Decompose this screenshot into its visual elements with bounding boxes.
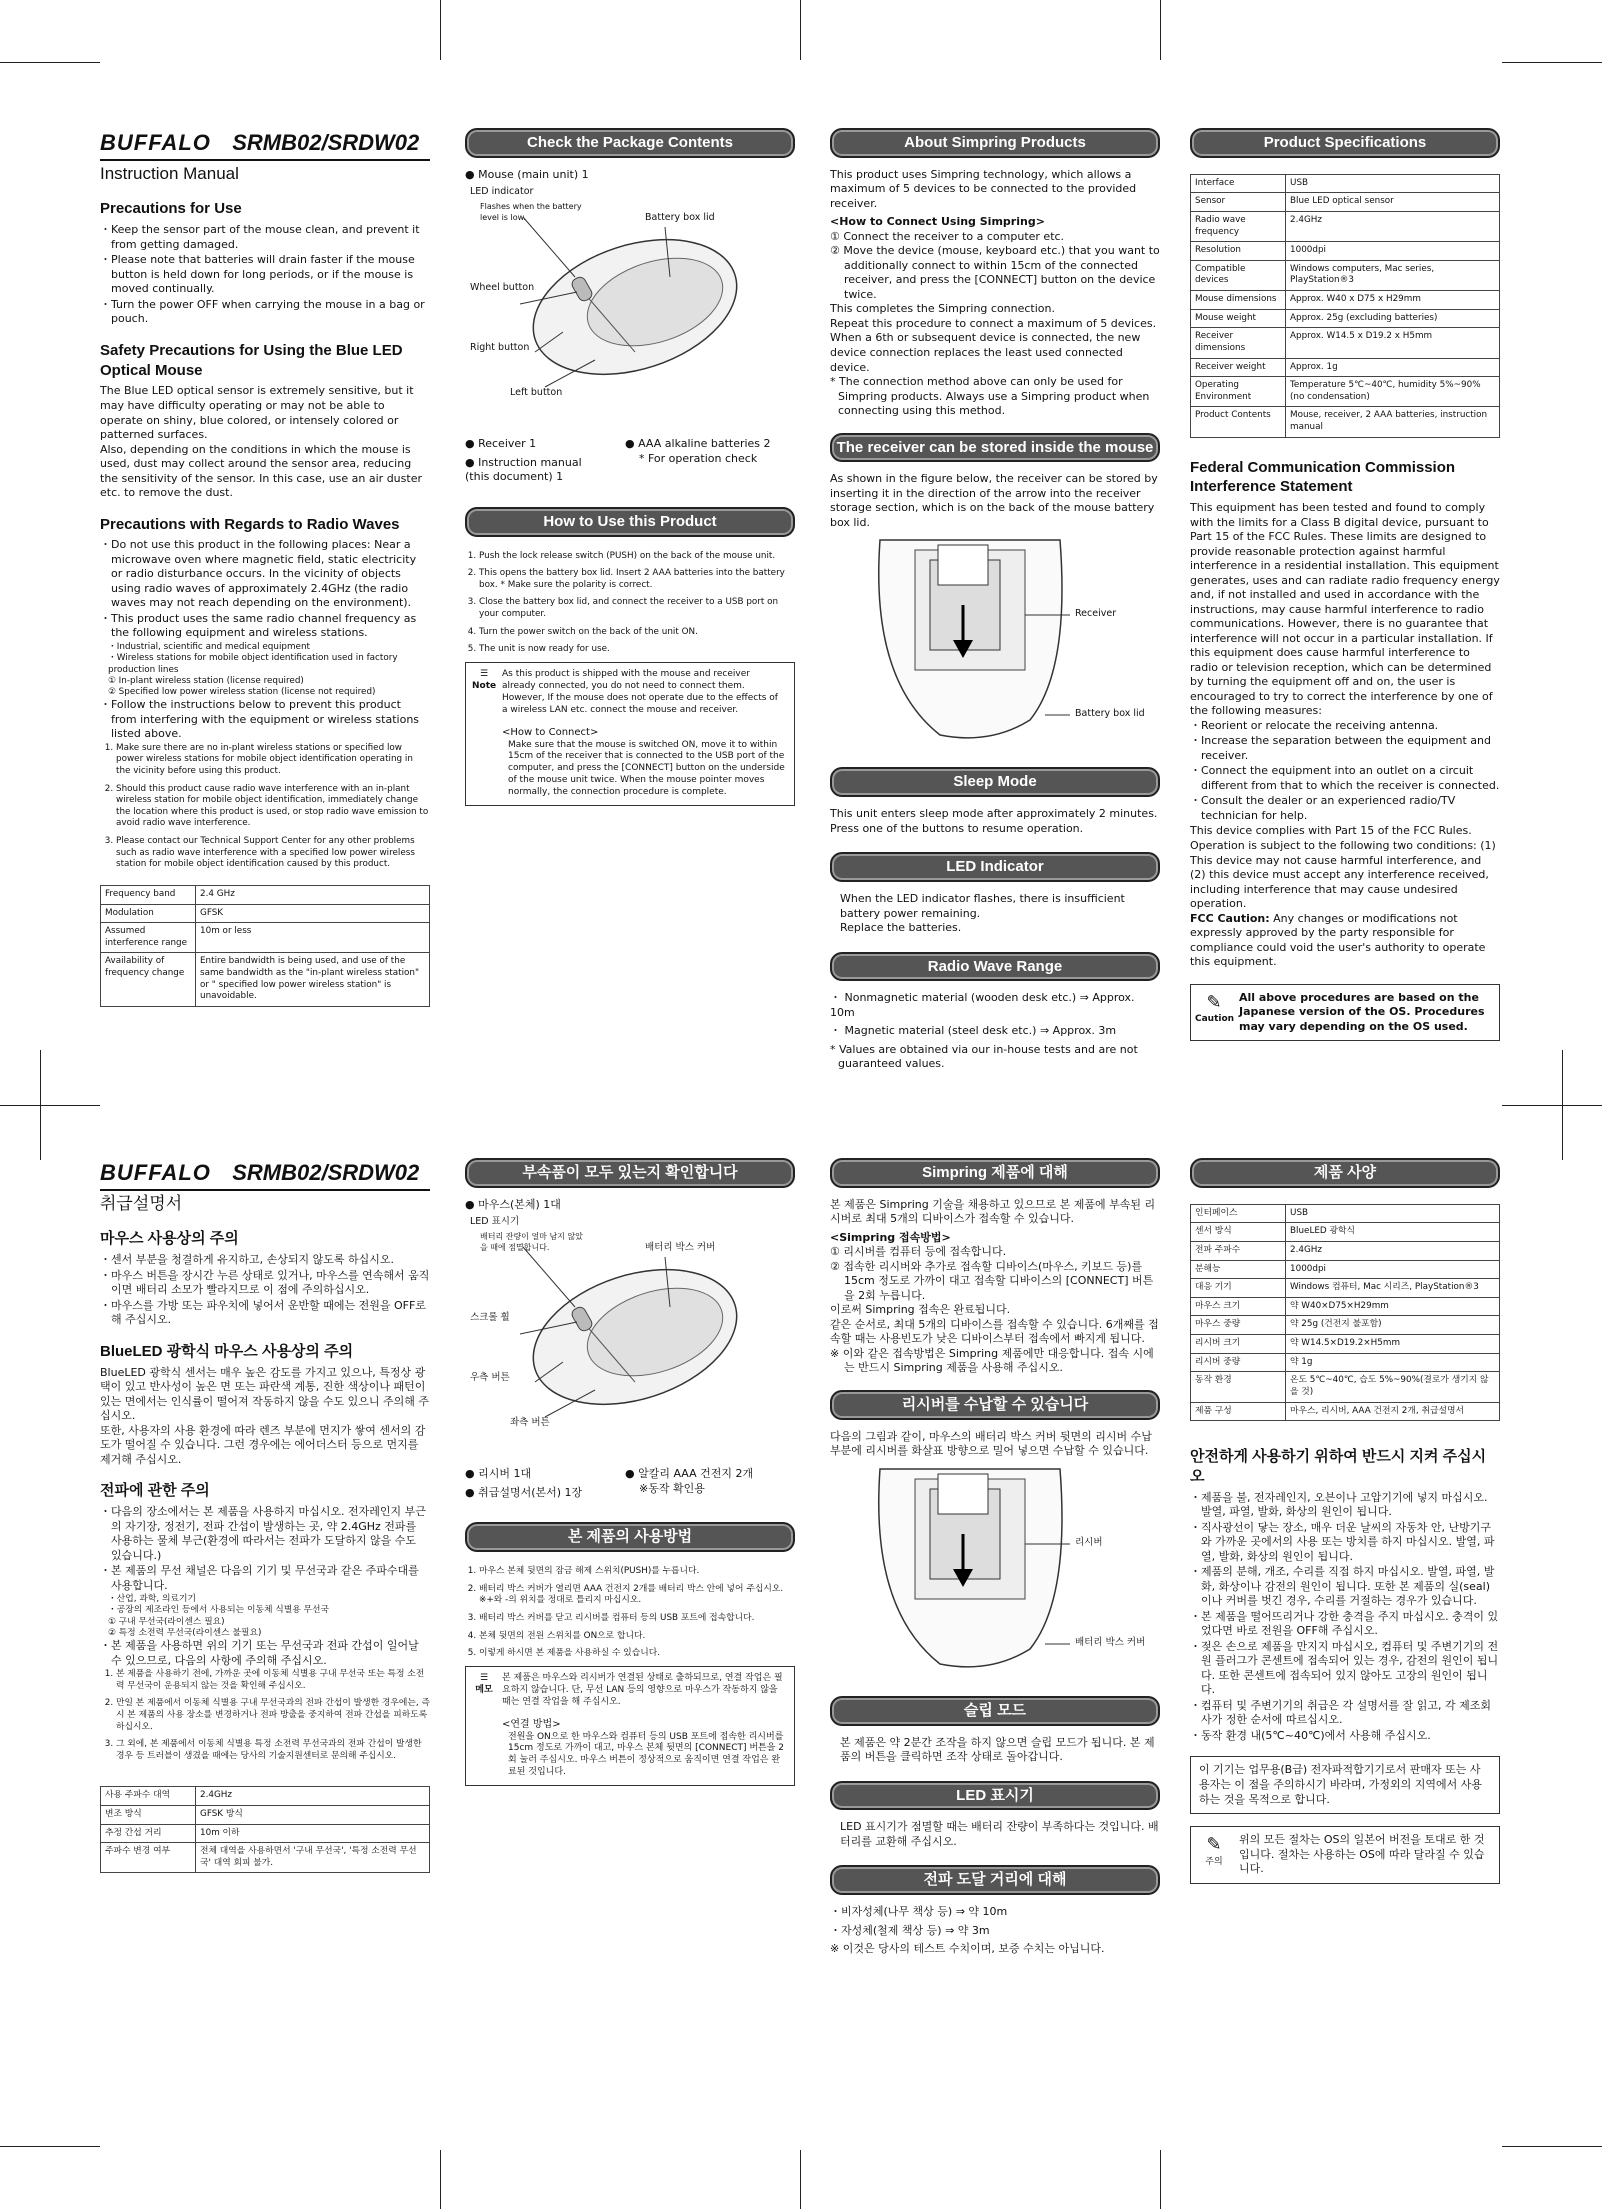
note-text: As this product is shipped with the mouse and receiver already connected, you do not need to connect them. However, If the mouse does not operate due to the effects of a wireless LAN etc. connect the mouse and receiver. [502, 668, 778, 715]
crop-mark [40, 1050, 41, 1160]
table-cell: 10m or less [196, 923, 430, 953]
section-heading: 전파에 관한 주의 [100, 1482, 210, 1500]
paragraph: This device complies with Part 15 of the FCC Rules. Operation is subject to the following two conditions: (1) This device may not cause harmful interference, and (2) this device must accept any interference received, including interference that may cause undesired operation. [1190, 824, 1496, 911]
paragraph: The Blue LED optical sensor is extremely sensitive, but it may have difficulty operating or may not be able to operate on shiny, blue colored, or intensely colored or patterned surfaces. Also, depending on the conditions in which the mouse is used, dust may collect around the sensor area, reducing the sensitivity of the sensor. In this case, use an air duster etc. to remove the dust. [100, 384, 422, 500]
paragraph [1190, 912, 1500, 970]
table-cell: 추정 간섭 거리 [101, 1824, 196, 1843]
table-cell: Entire bandwidth is being used, and use of the same bandwidth as the "in-plant wireless station" or " specified low power wireless station" is unavoidable. [196, 953, 430, 1006]
note-label: Note [472, 680, 497, 691]
table-cell: Windows 컴퓨터, Mac 시리즈, PlayStation®3 [1286, 1279, 1500, 1298]
list-item: 2. This opens the battery box lid. Insert 2 AAA batteries into the battery box. * Make sure the polarity is correct. [479, 568, 795, 591]
table-cell: 전파 주파수 [1191, 1242, 1286, 1261]
list-item: 4. 본체 뒷면의 전원 스위치를 ON으로 합니다. [479, 1631, 795, 1643]
section-pill: Product Specifications [1190, 128, 1500, 158]
section-heading: 안전하게 사용하기 위하여 반드시 지켜 주십시오 [1190, 1448, 1487, 1485]
table-cell: 마우스 중량 [1191, 1316, 1286, 1335]
brand-logo: BUFFALO [100, 130, 211, 155]
list-item: 5. 이렇게 하시면 본 제품을 사용하실 수 있습니다. [479, 1648, 795, 1660]
crop-mark [1562, 1050, 1563, 1160]
package-col [625, 437, 771, 485]
receiver-storage-diagram [830, 1459, 1160, 1684]
list-item: ・ Do not use this product in the following places: Near a microwave oven where magnetic field, static electricity or radio disturbance occurs. In the vicinity of objects using radio waves of approximately 2.4GHz (the radio waves may not reach depending on the environment). [100, 538, 430, 611]
package-col [465, 1467, 605, 1500]
range-item: ・자성체(철제 책상 등) ⇒ 약 3m [830, 1923, 990, 1937]
table-cell: 제품 구성 [1191, 1402, 1286, 1421]
led-indicator-note: Flashes when the battery level is low. [480, 202, 582, 222]
table-cell: Modulation [101, 904, 196, 923]
crop-mark [800, 0, 801, 60]
en-column-2 [465, 128, 795, 806]
precaution-list [100, 223, 430, 327]
en-column-4 [1190, 128, 1500, 1041]
note-icon: ☰ 메모 [475, 1672, 493, 1695]
connect-heading: <How to Connect> [502, 727, 599, 739]
radio-list-2 [100, 698, 430, 742]
package-note: ※동작 확인용 [639, 1481, 705, 1495]
table-row [1191, 377, 1500, 407]
table-cell: 2.4GHz [1286, 212, 1500, 242]
package-item: ● Mouse (main unit) 1 [465, 167, 589, 181]
receiver-storage-diagram [830, 530, 1160, 755]
section-pill: Sleep Mode [830, 767, 1160, 797]
section-pill: Check the Package Contents [465, 128, 795, 158]
receiver-label: 리시버 [1075, 1536, 1103, 1548]
table-cell: 사용 주파수 대역 [101, 1787, 196, 1806]
note-box [465, 662, 795, 806]
list-item: 5. The unit is now ready for use. [479, 644, 795, 656]
crop-mark [440, 0, 441, 60]
table-cell: Radio wave frequency [1191, 212, 1286, 242]
list-item: ・ 컴퓨터 및 주변기기의 취급은 각 설명서를 잘 읽고, 각 제조회사가 정한 순서에 따르십시오. [1190, 1699, 1500, 1728]
en-column-3 [830, 128, 1160, 1072]
en-column-1 [100, 128, 430, 1007]
section-heading: Safety Precautions for Using the Blue LED Optical Mouse [100, 341, 403, 379]
table-cell: 온도 5℃~40℃, 습도 5%~90%(결로가 생기지 않을 것) [1286, 1372, 1500, 1402]
table-cell: 동작 환경 [1191, 1372, 1286, 1402]
table-row [1191, 1402, 1500, 1421]
caution-box [1190, 1826, 1500, 1884]
list-item: ・ 본 제품을 떨어뜨리거나 강한 충격을 주지 마십시오. 충격이 있었다면 바로 전원을 OFF해 주십시오. [1190, 1610, 1500, 1639]
table-cell: Sensor [1191, 193, 1286, 212]
table-cell: GFSK 방식 [196, 1806, 430, 1825]
crop-mark [0, 62, 100, 63]
paragraph: This unit enters sleep mode after approximately 2 minutes. Press one of the buttons to resume operation. [830, 807, 1158, 835]
table-row [1191, 212, 1500, 242]
wheel-button-label: Wheel button [470, 282, 535, 294]
range-item: ・비자성체(나무 책상 등) ⇒ 약 10m [830, 1905, 1008, 1919]
table-row [1191, 1260, 1500, 1279]
brand-logo: BUFFALO [100, 1160, 211, 1185]
table-row [1191, 260, 1500, 290]
battery-lid-label: 배터리 박스 커버 [1075, 1636, 1146, 1648]
table-cell: 1000dpi [1286, 242, 1500, 261]
table-row [1191, 1316, 1500, 1335]
range-item: ・ Magnetic material (steel desk etc.) ⇒ Approx. 3m [830, 1024, 1117, 1038]
table-cell: 마우스, 리시버, AAA 건전지 2개, 취급설명서 [1286, 1402, 1500, 1421]
package-note: * For operation check [639, 451, 758, 465]
note-box [465, 1666, 795, 1786]
list-item: 1. Make sure there are no in-plant wireless stations or specified low power wireless stations for mobile object identification operating in the vicinity before using this product. [116, 743, 430, 778]
table-cell: Compatible devices [1191, 260, 1286, 290]
section-heading: Precautions for Use [100, 200, 242, 218]
equipment-list: ・Industrial, scientific and medical equipment ・Wireless stations for mobile object identification used in factory production lines ① In-plant wireless station (license required) ② Specified low power wireless station (license not required) [108, 642, 398, 697]
connect-text: 전원을 ON으로 한 마우스와 컴퓨터 등의 USB 포트에 접속한 리시버를 15cm 정도로 가까이 대고, 마우스 본체 뒷면의 [CONNECT] 버튼을 2회 눌러 주십시오. 마우스 버튼이 정상적으로 움직이면 연결 작업은 완료된 것입니다. [508, 1731, 785, 1778]
table-cell: Resolution [1191, 242, 1286, 261]
wheel-button-label: 스크롤 휠 [470, 1312, 510, 1324]
table-row [1191, 407, 1500, 437]
fcc-caution-text: Any changes or modifications not expressly approved by the party responsible for compliance could void the user's authority to operate this equipment. [1190, 911, 1486, 969]
caution-icon: ✎ 주의 [1205, 1834, 1223, 1867]
korean-section [100, 1158, 1500, 2118]
list-item: 2. Should this product cause radio wave interference with an in-plant wireless station for mobile object identification, immediately change the location where this product is used, or stop radio wave emission to avoid radio wave interference. [116, 784, 430, 830]
paragraph: ② Move the device (mouse, keyboard etc.) that you want to additionally connect to within 15cm of the connected receiver, and press the [CONNECT] button on the device twice. [830, 244, 1160, 301]
table-cell: Frequency band [101, 885, 196, 904]
list-item: ・ 마우스를 가방 또는 파우치에 넣어서 운반할 때에는 전원을 OFF로 해 주십시오. [100, 1299, 430, 1328]
list-item: ・ Please note that batteries will drain faster if the mouse button is held down for long periods, or if the mouse is moved continually. [100, 253, 430, 297]
table-cell: Windows computers, Mac series, PlayStation®3 [1286, 260, 1500, 290]
section-pill: LED Indicator [830, 852, 1160, 882]
radio-list [100, 538, 430, 641]
paragraph: This product uses Simpring technology, which allows a maximum of 5 devices to be connected to the provided receiver. [830, 167, 1137, 210]
table-row [101, 885, 430, 904]
table-row [1191, 1353, 1500, 1372]
section-pill: Radio Wave Range [830, 952, 1160, 982]
ko-column-2 [465, 1158, 795, 1786]
section-pill: About Simpring Products [830, 128, 1160, 158]
section-heading: Federal Communication Commission Interference Statement [1190, 458, 1456, 496]
table-row [101, 1843, 430, 1873]
table-cell: GFSK [196, 904, 430, 923]
right-button-label: Right button [470, 342, 530, 354]
paragraph: 이로써 Simpring 접속은 완료됩니다. 같은 순서로, 최대 5개의 디바이스를 접속할 수 있습니다. 6개째를 접속할 때는 사용빈도가 낮은 디바이스부터 접속에서 빠지게 됩니다. [830, 1303, 1159, 1346]
caution-label: Caution [1195, 1014, 1235, 1025]
paragraph: 본 제품은 Simpring 기술을 채용하고 있으므로 본 제품에 부속된 리시버로 최대 5개의 디바이스가 접속할 수 있습니다. [830, 1197, 1156, 1226]
section-pill: How to Use this Product [465, 507, 795, 537]
table-cell: Approx. 1g [1286, 358, 1500, 377]
table-row [1191, 1297, 1500, 1316]
crop-mark [1502, 1105, 1602, 1106]
paragraph: LED 표시기가 점멸할 때는 배터리 잔량이 부족하다는 것입니다. 배터리를 교환해 주십시오. [840, 1820, 1159, 1848]
list-item: ・ 직사광선이 닿는 장소, 매우 더운 날씨의 자동차 안, 난방기구와 가까운 곳에서의 사용 또는 방치를 하지 마십시오. 발열, 파열, 발화, 화상의 원인이 됩니다. [1190, 1521, 1500, 1565]
crop-mark [0, 2146, 100, 2147]
list-item: ・ 다음의 장소에서는 본 제품을 사용하지 마십시오. 전자레인지 부근의 자기장, 정전기, 전파 간섭이 발생하는 곳, 약 2.4GHz 전파를 사용하는 물체 부근(환경에 따라서는 전파가 도달하지 않을 수도 있습니다.) [100, 1505, 430, 1563]
package-col [465, 437, 605, 485]
left-button-label: Left button [510, 387, 563, 399]
table-cell: 분해능 [1191, 1260, 1286, 1279]
crop-mark [1502, 2146, 1602, 2147]
list-item: ・ 제품을 불, 전자레인지, 오븐이나 고압기기에 넣지 마십시오. 발열, 파열, 발화, 화상의 원인이 됩니다. [1190, 1491, 1500, 1520]
led-indicator-note: 배터리 잔량이 얼마 남지 않았을 때에 점멸합니다. [480, 1232, 583, 1252]
list-item: ・ Connect the equipment into an outlet on a circuit different from that to which the receiver is connected. [1190, 764, 1500, 793]
list-item: ・ Follow the instructions below to prevent this product from interfering with the equipment or wireless stations listed above. [100, 698, 430, 742]
table-cell: Receiver weight [1191, 358, 1286, 377]
list-item: ・ 마우스 버튼을 장시간 누른 상태로 있거나, 마우스를 연속해서 움직이면 배터리 소모가 빨라지므로 이 점에 주의하십시오. [100, 1269, 430, 1298]
table-cell: 1000dpi [1286, 1260, 1500, 1279]
table-row [1191, 193, 1500, 212]
section-pill: Simpring 제품에 대해 [830, 1158, 1160, 1188]
table-cell: Product Contents [1191, 407, 1286, 437]
radio-table [100, 885, 430, 1007]
table-cell: 약 W14.5×D19.2×H5mm [1286, 1335, 1500, 1354]
table-row [1191, 328, 1500, 358]
table-row [101, 1787, 430, 1806]
caution-text: All above procedures are based on the Japanese version of the OS. Procedures may vary depending on the OS used. [1239, 990, 1485, 1033]
table-row [1191, 1372, 1500, 1402]
paragraph: BlueLED 광학식 센서는 매우 높은 감도를 가지고 있으나, 특정상 광택이 있고 반사성이 높은 면 또는 파란색 계통, 진한 색상이나 패턴이 있는 면에서는 인식률이 떨어져 작동하지 않을 수도 있으니 주의해 주십시오. 또한, 사용자의 사용 환경에 따라 렌즈 부분에 먼지가 쌓여 센서의 감도가 떨어질 수 있습니다. 그런 경우에는 에어더스터 등으로 먼지를 제거해 주십시오. [100, 1365, 429, 1466]
usage-steps [465, 1566, 795, 1660]
table-cell: Approx. W40 x D75 x H29mm [1286, 291, 1500, 310]
crop-mark [1502, 62, 1602, 63]
table-cell: Availability of frequency change [101, 953, 196, 1006]
manual-title: 취급설명서 [100, 1194, 183, 1214]
list-item: ・ Turn the power OFF when carrying the mouse in a bag or pouch. [100, 298, 430, 327]
table-cell: 약 1g [1286, 1353, 1500, 1372]
paragraph: ※ 이와 같은 접속방법은 Simpring 제품에만 대응합니다. 접속 시에는 반드시 Simpring 제품을 사용해 주십시오. [830, 1346, 1154, 1375]
table-cell: 약 W40×D75×H29mm [1286, 1297, 1500, 1316]
spec-table [1190, 1204, 1500, 1421]
section-pill: LED 표시기 [830, 1781, 1160, 1811]
note-text: 본 제품은 마우스와 리시버가 연결된 상태로 출하되므로, 연결 작업은 필요하지 않습니다. 단, 무선 LAN 등의 영향으로 마우스가 작동하지 않을 때는 연결 작업을 해 주십시오. [502, 1672, 783, 1707]
package-row [465, 1467, 795, 1500]
table-cell: 리시버 중량 [1191, 1353, 1286, 1372]
table-cell: Mouse, receiver, 2 AAA batteries, instruction manual [1286, 407, 1500, 437]
table-cell: USB [1286, 1204, 1500, 1223]
paragraph: When the LED indicator flashes, there is insufficient battery power remaining. Replace the batteries. [840, 892, 1125, 935]
table-row [1191, 1335, 1500, 1354]
range-note: * Values are obtained via our in-house tests and are not guaranteed values. [830, 1042, 1138, 1071]
numbered-list [100, 1669, 430, 1762]
paragraph: * The connection method above can only be used for Simpring products. Always use a Simpring product when connecting using this method. [830, 375, 1150, 418]
section-pill: 본 제품의 사용방법 [465, 1522, 795, 1552]
table-cell: 인터페이스 [1191, 1204, 1286, 1223]
caution-box [1190, 984, 1500, 1042]
mouse-diagram [465, 182, 795, 437]
english-section [100, 128, 1500, 1071]
precaution-list [100, 1253, 430, 1328]
table-row [101, 953, 430, 1006]
led-indicator-label: LED indicator [470, 186, 534, 198]
table-row [1191, 242, 1500, 261]
battery-lid-label: Battery box lid [1075, 708, 1145, 720]
table-cell: BlueLED 광학식 [1286, 1223, 1500, 1242]
manual-title: Instruction Manual [100, 164, 239, 184]
numbered-list [100, 743, 430, 871]
crop-mark [800, 2150, 801, 2209]
table-row [1191, 1279, 1500, 1298]
table-cell: Interface [1191, 174, 1286, 193]
led-indicator-label: LED 표시기 [470, 1216, 520, 1228]
ko-column-3 [830, 1158, 1160, 1957]
table-row [1191, 1242, 1500, 1261]
subheading: <How to Connect Using Simpring> [830, 215, 1045, 229]
left-button-label: 좌측 버튼 [510, 1417, 550, 1429]
list-item: ・ Keep the sensor part of the mouse clean, and prevent it from getting damaged. [100, 223, 430, 252]
table-cell: Approx. 25g (excluding batteries) [1286, 309, 1500, 328]
table-row [101, 923, 430, 953]
crop-mark [1160, 0, 1161, 60]
package-item: ● 마우스(본체) 1대 [465, 1197, 561, 1211]
paragraph: This completes the Simpring connection. Repeat this procedure to connect a maximum of 5 devices. When a 6th or subsequent device is connected, the new device connection replaces the least used connected device. [830, 302, 1157, 374]
table-row [1191, 1223, 1500, 1242]
connect-text: Make sure that the mouse is switched ON, move it to within 15cm of the receiver that is connected to the USB port of the computer, and press the [CONNECT] button on the underside of the mouse unit twice. When the mouse pointer moves normally, the connection procedure is complete. [508, 739, 785, 798]
list-item: 3. 배터리 박스 커버를 닫고 리시버를 컴퓨터 등의 USB 포트에 접속합니다. [479, 1613, 795, 1625]
table-cell: Approx. W14.5 x D19.2 x H5mm [1286, 328, 1500, 358]
mouse-diagram [465, 1212, 795, 1467]
table-cell: Mouse dimensions [1191, 291, 1286, 310]
paragraph: This equipment has been tested and found to comply with the limits for a Class B digital device, pursuant to Part 15 of the FCC Rules. These limits are designed to provide reasonable protection against harmful interference in a residential installation. This equipment generates, uses and can radiate radio frequency energy and, if not installed and used in accordance with the instructions, may cause harmful interference to radio communications. However, there is no guarantee that interference will not occur in a particular installation. If this equipment does cause harmful interference to radio or television reception, which can be determined by turning the equipment off and on, the user is encouraged to try to correct the interference by one of the following measures: [1190, 501, 1500, 718]
model-number: SRMB02/SRDW02 [232, 130, 420, 155]
spec-table [1190, 174, 1500, 438]
section-pill: The receiver can be stored inside the mouse [830, 433, 1160, 463]
list-item: 1. Push the lock release switch (PUSH) on the back of the mouse unit. [479, 551, 795, 563]
table-cell: 대응 기기 [1191, 1279, 1286, 1298]
package-item: ● Receiver 1 [465, 437, 537, 451]
package-item: ● AAA alkaline batteries 2 [625, 437, 771, 451]
note-icon: ☰ Note [472, 668, 497, 691]
caution-icon: ✎ Caution [1195, 991, 1235, 1025]
table-cell: Receiver dimensions [1191, 328, 1286, 358]
list-item: ・ 본 제품의 무선 채널은 다음의 기기 및 무선국과 같은 주파수대를 사용합니다. [100, 1564, 430, 1593]
ko-column-4 [1190, 1158, 1500, 1884]
radio-table [100, 1786, 430, 1873]
radio-list [100, 1505, 430, 1593]
list-item: 1. 마우스 본체 뒷면의 잠금 해제 스위치(PUSH)를 누릅니다. [479, 1566, 795, 1578]
equipment-list: ・산업, 과학, 의료기기 ・공장의 제조라인 등에서 사용되는 이동체 식별용 무선국 ① 구내 무선국(라이센스 필요) ② 특정 소전력 무선국(라이센스 불필요) [108, 1594, 330, 1638]
table-row [101, 904, 430, 923]
section-pill: 부속품이 모두 있는지 확인합니다 [465, 1158, 795, 1188]
safety-list [1190, 1491, 1500, 1744]
package-item: ● Instruction manual (this document) 1 [465, 455, 582, 484]
table-cell: 2.4 GHz [196, 885, 430, 904]
table-row [101, 1806, 430, 1825]
list-item: ・ 본 제품을 사용하면 위의 기기 또는 무선국과 전파 간섭이 일어날 수 있으므로, 다음의 사항에 주의해 주십시오. [100, 1639, 430, 1668]
section-pill: 슬립 모드 [830, 1696, 1160, 1726]
table-cell: Mouse weight [1191, 309, 1286, 328]
range-note: ※ 이것은 당사의 테스트 수치이며, 보증 수치는 아닙니다. [830, 1942, 1105, 1956]
list-item: 4. Turn the power switch on the back of the unit ON. [479, 627, 795, 639]
table-cell: Operating Environment [1191, 377, 1286, 407]
receiver-label: Receiver [1075, 608, 1117, 620]
table-cell: 2.4GHz [1286, 1242, 1500, 1261]
table-cell: Temperature 5℃~40℃, humidity 5%~90% (no condensation) [1286, 377, 1500, 407]
list-item: ・ 제품의 분해, 개조, 수리를 직접 하지 마십시오. 발열, 파열, 발화, 화상이나 감전의 원인이 됩니다. 또한 본 제품의 실(seal)이나 커버를 벗긴 경우, 수리를 거절하는 경우가 있습니다. [1190, 1565, 1500, 1609]
caution-text: 위의 모든 절차는 OS의 일본어 버전을 토대로 한 것입니다. 절차는 사용하는 OS에 따라 달라질 수 있습니다. [1239, 1833, 1485, 1876]
table-row [1191, 1204, 1500, 1223]
right-button-label: 우측 버튼 [470, 1372, 510, 1384]
table-cell: Assumed interference range [101, 923, 196, 953]
paragraph: ② 접속한 리시버와 추가로 접속할 디바이스(마우스, 키보드 등)를 15cm 정도로 가까이 대고 접속할 디바이스의 [CONNECT] 버튼을 2회 누릅니다. [830, 1259, 1154, 1302]
package-item: ● 알칼리 AAA 건전지 2개 [625, 1467, 754, 1481]
header [100, 128, 430, 161]
fcc-list [1190, 719, 1500, 824]
table-cell: USB [1286, 174, 1500, 193]
table-cell: 변조 방식 [101, 1806, 196, 1825]
list-item: ・ Reorient or relocate the receiving antenna. [1190, 719, 1500, 734]
table-row [1191, 291, 1500, 310]
table-cell: 약 25g (건전지 불포함) [1286, 1316, 1500, 1335]
table-row [1191, 309, 1500, 328]
model-number: SRMB02/SRDW02 [232, 1160, 420, 1185]
list-item: 2. 배터리 박스 커버가 열리면 AAA 건전지 2개를 배터리 박스 안에 넣어 주십시오. ※+와 -의 위치를 정대로 틀리지 마십시오. [479, 1584, 795, 1607]
table-cell: Blue LED optical sensor [1286, 193, 1500, 212]
table-cell: 10m 이하 [196, 1824, 430, 1843]
crop-mark [1160, 2150, 1161, 2209]
table-cell: 전체 대역을 사용하면서 '구내 무선국', '특정 소전력 무선국' 대역 회피 불가. [196, 1843, 430, 1873]
list-item: 1. 본 제품을 사용하기 전에, 가까운 곳에 이동체 식별용 구내 무선국 또는 특정 소전력 무선국이 운용되지 않는 것을 확인해 주십시오. [116, 1669, 430, 1692]
section-pill: 제품 사양 [1190, 1158, 1500, 1188]
table-cell: 마우스 크기 [1191, 1297, 1286, 1316]
list-item: ・ 동작 환경 내(5℃~40℃)에서 사용해 주십시오. [1190, 1729, 1500, 1744]
section-pill: 리시버를 수납할 수 있습니다 [830, 1390, 1160, 1420]
battery-lid-label: Battery box lid [645, 212, 715, 224]
list-item: 3. Close the battery box lid, and connect the receiver to a USB port on your computer. [479, 597, 795, 620]
list-item: ・ Increase the separation between the equipment and receiver. [1190, 734, 1500, 763]
table-cell: 주파수 변경 여부 [101, 1843, 196, 1873]
header [100, 1158, 430, 1191]
table-cell: 리시버 크기 [1191, 1335, 1286, 1354]
list-item: ・ This product uses the same radio channel frequency as the following equipment and wireless stations. [100, 612, 430, 641]
radio-list-2 [100, 1639, 430, 1668]
section-heading: BlueLED 광학식 마우스 사용상의 주의 [100, 1342, 354, 1360]
table-row [1191, 358, 1500, 377]
connect-heading: <연결 방법> [502, 1719, 561, 1731]
ko-column-1 [100, 1158, 430, 1873]
fcc-caution-label: FCC Caution: [1190, 911, 1270, 925]
list-item: ・ 센서 부분을 청결하게 유지하고, 손상되지 않도록 하십시오. [100, 1253, 430, 1268]
range-item: ・ Nonmagnetic material (wooden desk etc.) ⇒ Approx. 10m [830, 991, 1135, 1019]
usage-steps [465, 551, 795, 656]
section-pill: 전파 도달 거리에 대해 [830, 1865, 1160, 1895]
section-heading: Precautions with Regards to Radio Waves [100, 515, 400, 533]
paragraph: ① 리시버를 컴퓨터 등에 접속합니다. [830, 1245, 1007, 1259]
package-item: ● 리시버 1대 [465, 1467, 532, 1481]
package-col [625, 1467, 753, 1500]
table-row [1191, 174, 1500, 193]
paragraph: ① Connect the receiver to a computer etc. [830, 229, 1065, 243]
table-cell: 2.4GHz [196, 1787, 430, 1806]
class-b-notice: 이 기기는 업무용(B급) 전자파적합기기로서 판매자 또는 사용자는 이 점을 주의하시기 바라며, 가정외의 지역에서 사용하는 것을 목적으로 합니다. [1190, 1756, 1500, 1814]
table-row [101, 1824, 430, 1843]
paragraph: 다음의 그림과 같이, 마우스의 배터리 박스 커버 뒷면의 리시버 수납 부분에 리시버를 화살표 방향으로 밀어 넣으면 수납할 수 있습니다. [830, 1429, 1152, 1458]
list-item: ・ Consult the dealer or an experienced radio/TV technician for help. [1190, 794, 1500, 823]
list-item: 3. 그 외에, 본 제품에서 이동체 식별용 특정 소전력 무선국과의 전파 간섭이 발생한 경우 등 트러블이 생겼을 때에는 당사의 기술지원센터로 문의해 주십시오. [116, 1739, 430, 1762]
caution-label: 주의 [1205, 1856, 1223, 1867]
subheading: <Simpring 접속방법> [830, 1230, 951, 1244]
list-item: 3. Please contact our Technical Support Center for any other problems such as radio wave interference with a specified low power wireless station for mobile object identification caused by this product. [116, 836, 430, 871]
note-label: 메모 [475, 1684, 493, 1695]
crop-mark [0, 1105, 100, 1106]
list-item: ・ 젖은 손으로 제품을 만지지 마십시오, 컴퓨터 및 주변기기의 전원 플러그가 콘센트에 접속되어 있는 경우, 감전의 원인이 됩니다. 또한 콘센트에 접속되어 있지 않아도 고장의 원인이 됩니다. [1190, 1640, 1500, 1698]
crop-mark [440, 2150, 441, 2209]
section-heading: 마우스 사용상의 주의 [100, 1230, 239, 1248]
paragraph: 본 제품은 약 2분간 조작을 하지 않으면 슬립 모드가 됩니다. 본 제품의 버튼을 클릭하면 조작 상태로 돌아갑니다. [840, 1735, 1155, 1764]
battery-lid-label: 배터리 박스 커버 [645, 1242, 716, 1254]
package-item: ● 취급설명서(본서) 1장 [465, 1485, 583, 1499]
table-cell: 센서 방식 [1191, 1223, 1286, 1242]
package-row [465, 437, 795, 485]
paragraph: As shown in the figure below, the receiver can be stored by inserting it in the direction of the arrow into the receiver storage section, which is on the back of the mouse battery box lid. [830, 472, 1158, 529]
list-item: 2. 만일 본 제품에서 이동체 식별용 구내 무선국과의 전파 간섭이 발생한 경우에는, 즉시 본 제품의 사용 장소를 변경하거나 전파 방출을 중지하여 전파 간섭을 피하도록 하십시오. [116, 1698, 430, 1733]
